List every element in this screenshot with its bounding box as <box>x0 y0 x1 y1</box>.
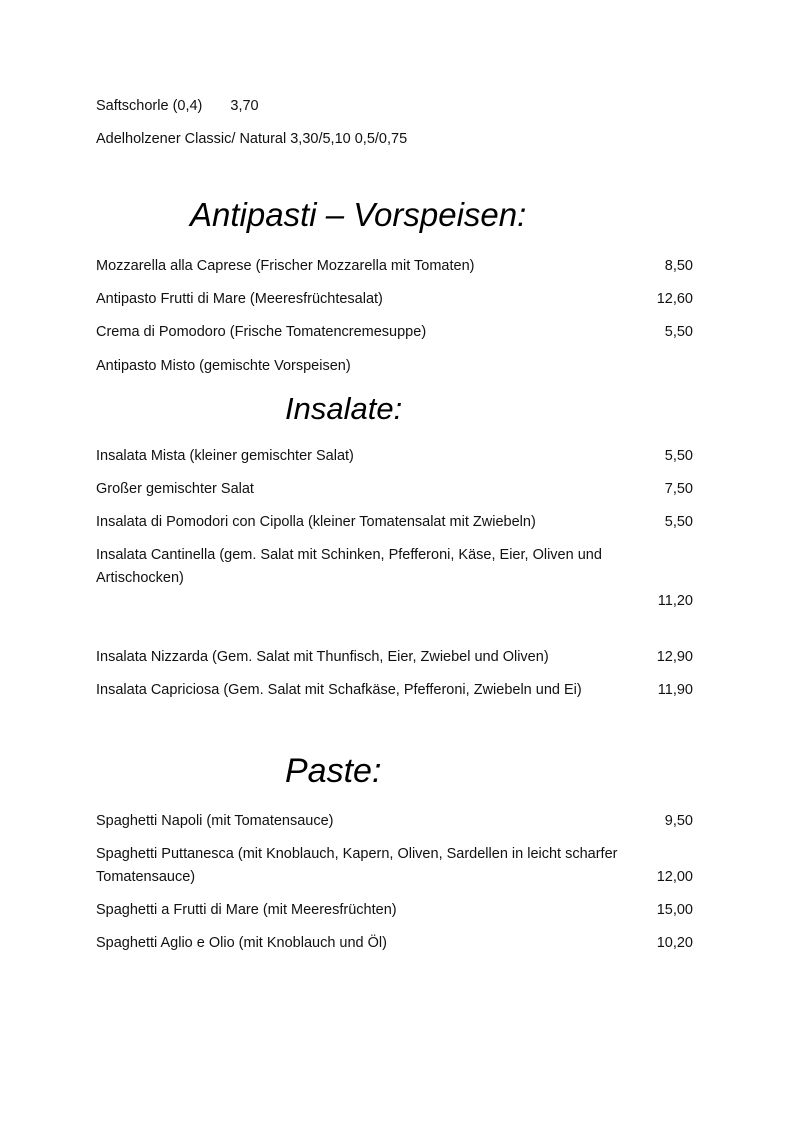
menu-item-price: 12,60 <box>656 291 693 307</box>
menu-item-name: Spaghetti Aglio e Olio (mit Knoblauch und Öl) <box>96 935 387 951</box>
menu-item-price: 5,50 <box>664 448 693 464</box>
menu-item-name: Insalata Mista (kleiner gemischter Salat) <box>96 448 354 464</box>
menu-item-price: 8,50 <box>664 258 693 274</box>
menu-item-price: 5,50 <box>664 514 693 530</box>
drink-adelholzener: Adelholzener Classic/ Natural 3,30/5,10 0,5/0,75 <box>96 131 408 147</box>
menu-item-price: 11,20 <box>657 593 693 609</box>
menu-item-price: 12,90 <box>656 649 693 665</box>
menu-item-name: Antipasto Frutti di Mare (Meeresfrüchtesalat) <box>96 291 383 307</box>
menu-item-price: 15,00 <box>656 902 693 918</box>
menu-item-price: 5,50 <box>664 324 693 340</box>
menu-item-name: Großer gemischter Salat <box>96 481 254 497</box>
menu-item-name: Spaghetti a Frutti di Mare (mit Meeresfrüchten) <box>96 902 397 918</box>
menu-item-name: Mozzarella alla Caprese (Frischer Mozzarella mit Tomaten) <box>96 258 475 274</box>
menu-item-name-continued: Tomatensauce) <box>96 869 196 885</box>
drink-saftschorle <box>96 97 259 115</box>
drink-name: Saftschorle (0,4) <box>96 98 203 114</box>
menu-item-name-continued: Artischocken) <box>96 570 184 586</box>
menu-item-price: 7,50 <box>664 481 693 497</box>
section-heading-insalate: Insalate: <box>285 391 403 426</box>
drink-price: 3,70 <box>230 98 259 114</box>
menu-item-name: Spaghetti Puttanesca (mit Knoblauch, Kapern, Oliven, Sardellen in leicht scharfer <box>96 846 618 862</box>
section-heading-antipasti: Antipasti – Vorspeisen: <box>190 196 527 233</box>
menu-item-price: 9,50 <box>664 813 693 829</box>
menu-item-price: 12,00 <box>656 869 693 885</box>
menu-item-price: 10,20 <box>656 935 693 951</box>
menu-item-name: Insalata di Pomodori con Cipolla (kleiner Tomatensalat mit Zwiebeln) <box>96 514 536 530</box>
menu-item-name: Antipasto Misto (gemischte Vorspeisen) <box>96 358 351 374</box>
menu-item-name: Insalata Cantinella (gem. Salat mit Schinken, Pfefferoni, Käse, Eier, Oliven und <box>96 547 602 563</box>
menu-item-name: Spaghetti Napoli (mit Tomatensauce) <box>96 813 334 829</box>
section-heading-paste: Paste: <box>285 752 382 790</box>
menu-item-name: Crema di Pomodoro (Frische Tomatencremesuppe) <box>96 324 427 340</box>
menu-item-name: Insalata Nizzarda (Gem. Salat mit Thunfisch, Eier, Zwiebel und Oliven) <box>96 649 549 665</box>
menu-item-name: Insalata Capriciosa (Gem. Salat mit Schafkäse, Pfefferoni, Zwiebeln und Ei) <box>96 682 582 698</box>
menu-item-price: 11,90 <box>657 682 693 698</box>
